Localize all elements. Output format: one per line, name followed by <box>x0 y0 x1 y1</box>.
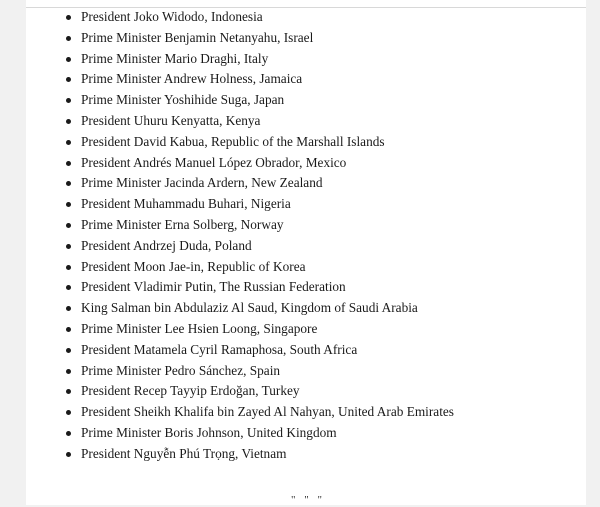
list-item <box>26 423 586 444</box>
bullet-icon <box>66 265 71 270</box>
list-item <box>26 49 586 70</box>
list-item-text: President Moon Jae-in, Republic of Korea <box>81 258 306 274</box>
bullet-icon <box>66 452 71 457</box>
list-item <box>26 69 586 90</box>
bullet-icon <box>66 57 71 62</box>
bullet-icon <box>66 244 71 249</box>
list-item <box>26 236 586 257</box>
list-item-text: Prime Minister Yoshihide Suga, Japan <box>81 92 285 108</box>
list-item <box>26 90 586 111</box>
list-item <box>26 111 586 132</box>
bullet-icon <box>66 98 71 103</box>
bullet-icon <box>66 77 71 82</box>
list-item-text: Prime Minister Benjamin Netanyahu, Israel <box>81 29 314 45</box>
bullet-icon <box>66 223 71 228</box>
bullet-icon <box>66 327 71 332</box>
list-item-text: Prime Minister Erna Solberg, Norway <box>81 216 284 232</box>
list-item-text: Prime Minister Boris Johnson, United Kingdom <box>81 424 337 440</box>
list-item <box>26 7 586 28</box>
list-item-text: President Nguyễn Phú Trọng, Vietnam <box>81 445 287 461</box>
bullet-icon <box>66 431 71 436</box>
bullet-icon <box>66 140 71 145</box>
list-item <box>26 257 586 278</box>
bullet-icon <box>66 410 71 415</box>
list-item-text: Prime Minister Pedro Sánchez, Spain <box>81 362 281 378</box>
list-item-text: President Andrzej Duda, Poland <box>81 237 252 253</box>
list-item <box>26 444 586 465</box>
list-item-text: Prime Minister Lee Hsien Loong, Singapore <box>81 320 318 336</box>
list-item <box>26 194 586 215</box>
bullet-icon <box>66 306 71 311</box>
bullet-icon <box>66 369 71 374</box>
list-item-text: President Matamela Cyril Ramaphosa, South Africa <box>81 341 358 357</box>
list-item <box>26 173 586 194</box>
bullet-icon <box>66 15 71 20</box>
list-item-text: Prime Minister Andrew Holness, Jamaica <box>81 71 303 87</box>
bullet-icon <box>66 348 71 353</box>
list-item <box>26 340 586 361</box>
list-item <box>26 277 586 298</box>
bullet-icon <box>66 389 71 394</box>
list-item <box>26 361 586 382</box>
list-item <box>26 381 586 402</box>
bullet-icon <box>66 161 71 166</box>
list-item <box>26 298 586 319</box>
list-item-text: President David Kabua, Republic of the Marshall Islands <box>81 133 385 149</box>
bullet-icon <box>66 202 71 207</box>
bullet-icon <box>66 285 71 290</box>
bullet-icon <box>66 119 71 124</box>
bullet-icon <box>66 36 71 41</box>
list-item-text: King Salman bin Abdulaziz Al Saud, Kingdom of Saudi Arabia <box>81 300 418 316</box>
document-page <box>26 0 586 505</box>
leaders-list <box>26 7 586 465</box>
list-item-text: President Uhuru Kenyatta, Kenya <box>81 112 261 128</box>
list-item-text: Prime Minister Jacinda Ardern, New Zealand <box>81 175 323 191</box>
list-item <box>26 319 586 340</box>
list-item <box>26 215 586 236</box>
list-item-text: Prime Minister Mario Draghi, Italy <box>81 50 269 66</box>
list-item-text: President Vladimir Putin, The Russian Federation <box>81 279 346 295</box>
section-separator: " " " <box>291 494 325 506</box>
list-item-text: President Muhammadu Buhari, Nigeria <box>81 196 291 212</box>
list-item-text: President Joko Widodo, Indonesia <box>81 9 263 24</box>
list-item-text: President Sheikh Khalifa bin Zayed Al Nahyan, United Arab Emirates <box>81 404 454 420</box>
list-item <box>26 402 586 423</box>
list-item-text: President Recep Tayyip Erdoğan, Turkey <box>81 383 300 399</box>
list-item <box>26 153 586 174</box>
list-item <box>26 28 586 49</box>
bullet-icon <box>66 181 71 186</box>
list-item-text: President Andrés Manuel López Obrador, Mexico <box>81 154 347 170</box>
list-item <box>26 132 586 153</box>
